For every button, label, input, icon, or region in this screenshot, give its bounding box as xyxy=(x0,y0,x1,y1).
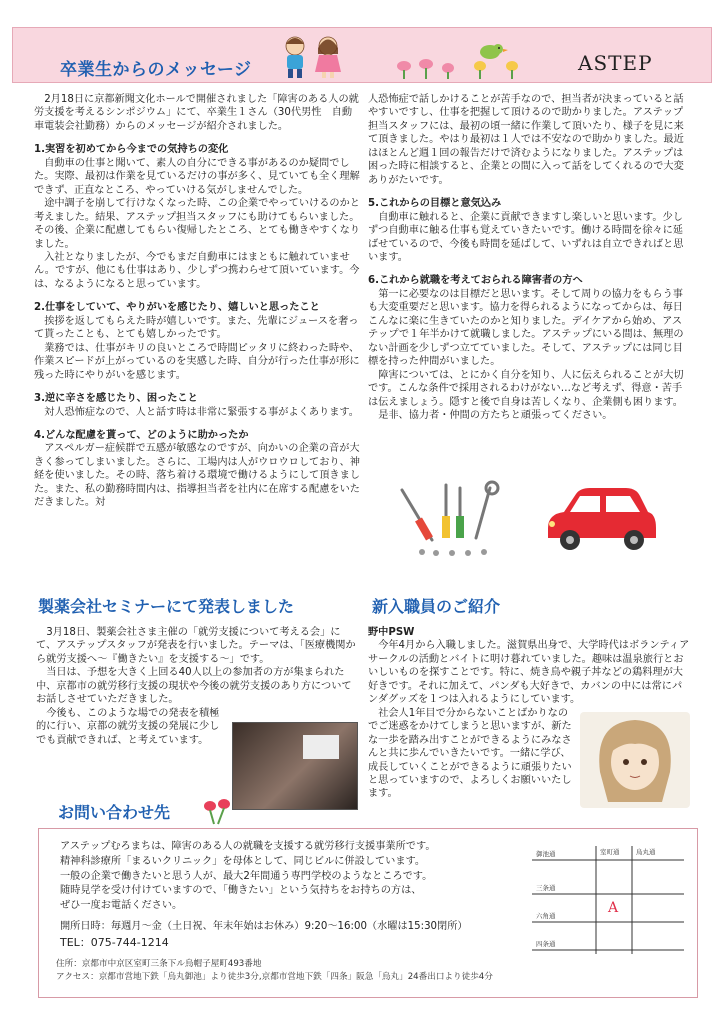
page-title: 卒業生からのメッセージ xyxy=(60,60,252,80)
staff-paragraph-1: 今年4月から入職しました。滋賀県出身で、大学時代はボランティアサークルの活動とバイトに明け暮れていました。趣味は温泉旅行とおいしいものを探すことです。特に、焼き鳥や親子丼などの鶏料理が大好きです。それに加えて、パンダも大好きで、カバンの中には常にパンダグッズを１つは入れるようにしています。 xyxy=(368,640,690,706)
answer-5: 自動車に触れると、企業に貢献できますし楽しいと思います。少しずつ自動車に触る仕事も覚えていきたいです。働ける時間を徐々に延ばせているので、今後も時間を延ばして、いずれは自立できればと思います。 xyxy=(368,211,684,263)
new-staff-title: 新入職員のご紹介 xyxy=(372,597,501,616)
projector-screen xyxy=(303,735,339,759)
tulips-bird-illustration xyxy=(392,42,532,80)
seminar-paragraph-2: 当日は、予想を大きく上回る40人以上の参加者の方が集まられた中、京都市の就労移行支援の現状や今後の就労支援のあり方についてお話しさせていただきました。 xyxy=(36,667,352,706)
telephone: TEL：075-744-1214 xyxy=(60,935,169,949)
intro-text: 2月18日に京都新聞文化ホールで開催されました「障害のある人の就労支援を考えるシンポジウム」にて、卒業生１さん（30代男性 自動車電装会社勤務）からのメッセージが紹介されました。 xyxy=(34,94,359,132)
access: アクセス：京都市営地下鉄「烏丸御池」より徒歩3分,京都市営地下鉄「四条」阪急「烏丸」24番出口より徒歩4分 xyxy=(56,972,493,983)
map-street-sanjo: 三条通 xyxy=(536,884,556,892)
graduate-message-right xyxy=(368,93,690,422)
seminar-paragraph-3: 今後も、このような場での発表を積極的に行い、京都の就労支援の発展に少しでも貢献できれば、と考えています。 xyxy=(36,707,220,746)
address: 住所：京都市中京区室町三条下ル烏帽子屋町493番地 xyxy=(56,959,262,969)
seminar-photo xyxy=(232,722,358,810)
tools-illustration xyxy=(392,480,512,560)
staff-portrait-illustration xyxy=(580,712,690,808)
answer-1-3: 入社となりましたが、今でもまだ自動車にはまともに触れていません。ですが、他にも仕事はあり、少しずつ携わらせて頂いています。今は、なるようになると思っています。 xyxy=(34,251,360,290)
contact-line-4: 随時見学を受け付けていますので、「働きたい」という気持ちをお持ちの方は、 xyxy=(60,885,422,897)
address-block xyxy=(56,958,696,985)
question-1: 1.実習を初めてから今までの気持ちの変化 xyxy=(34,144,229,156)
answer-6-3: 是非、協力者・仲間の方たちと頑張ってください。 xyxy=(378,409,613,421)
question-5: 5.これからの目標と意気込み xyxy=(368,198,502,210)
answer-6-2: 障害については、とにかく自分を知り、人に伝えられることが大切です。こんな条件で採用されるわけがない…など考えず、得意・苦手は伝えましょう。隠すと後で自身は苦しくなり、企業側も困ります。 xyxy=(368,369,684,408)
kids-illustration xyxy=(278,34,348,80)
contact-text xyxy=(60,840,530,951)
answer-1-2: 途中調子を崩して行けなくなった時、この企業でやっていけるのかと考えました。結果、アステップ担当スタッフにも助けてもらいました。その後、企業に配慮してもらい復帰したところ、とても働きやすくなりました。 xyxy=(34,198,360,250)
question-2: 2.仕事をしていて、やりがいを感じたり、嬉しいと思ったこと xyxy=(34,302,320,314)
map-street-rokkaku: 六角通 xyxy=(536,912,556,920)
answer-4-continued: 人恐怖症で話しかけることが苦手なので、担当者が決まっていると話やすいですし、仕事を把握して頂けるので助かりました。アステップ担当スタッフには、最初の頃一緒に作業して頂いたり、様子を見に来て頂きました。やはり最初は１人では不安なので助かりました。最近はほとんど週１回の報告だけで済むようになりました。アステップは困った時に相談すると、企業との間に入って話をしてくれるので大変ありがたいです。 xyxy=(368,94,684,186)
contact-line-2: 精神科診療所「まるいクリニック」を母体として、同じビルに併設しています。 xyxy=(60,855,426,867)
map-avenue-karasuma: 烏丸通 xyxy=(636,848,656,856)
answer-6-1: 第一に必要なのは目標だと思います。そして周りの協力をもらう事も大変重要だと思います。協力を得られるようになってからは、毎日こんなに楽に生きていたのかと知りました。デイケアから始め、アステップで１年半かけて就職しました。アステップにいる間は、無理のない計画を少しずつ立てていました。そして、アステップには同じ目標を持った仲間がいました。 xyxy=(368,288,684,368)
map-street-oike: 御池通 xyxy=(536,850,556,858)
map-location-marker: A xyxy=(608,900,619,916)
question-6: 6.これから就職を考えておられる障害者の方へ xyxy=(368,275,583,287)
contact-line-1: アステップむろまちは、障害のある人の就職を支援する就労移行支援事業所です。 xyxy=(60,841,436,852)
seminar-title: 製薬会社セミナーにて発表しました xyxy=(38,597,295,616)
contact-line-5: ぜひ一度お電話ください。 xyxy=(60,900,183,912)
staff-paragraph-2: 社会人1年目で分からないことばかりなのでご迷惑をかけてしまうと思いますが、新たな一歩を踏み出すことができるようにみなさんと共に歩んでいきたいです。一緒に学び、成長していくことができるように頑張りたいと思っていますので、よろしくお願いいたします。 xyxy=(368,707,572,800)
seminar-paragraph-1: 3月18日、製薬会社さま主催の「就労支援について考える会」にて、アステップスタッフが発表を行いました。テーマは、「医療機関から就労支援へ～『働きたい』を支援する～」です。 xyxy=(36,627,356,665)
contact-title: お問い合わせ先 xyxy=(58,803,171,822)
astep-logo: ASTEP xyxy=(578,51,653,75)
answer-2-1: 挨拶を返してもらえた時が嬉しいです。また、先輩にジュースを奢って貰ったことも、とても嬉しかったです。 xyxy=(34,315,359,341)
question-4: 4.どんな配慮を貰って、どのように助かったか xyxy=(34,429,249,441)
contact-line-3: 一般の企業で働きたいと思う人が、最大2年間通う専門学校のようなところです。 xyxy=(60,870,433,882)
access-map xyxy=(528,842,688,958)
red-car-illustration xyxy=(540,482,660,554)
question-3: 3.逆に辛さを感じたり、困ったこと xyxy=(34,393,198,405)
map-avenue-muromachi: 室町通 xyxy=(600,848,620,856)
answer-1-1: 自動車の仕事と聞いて、素人の自分にできる事があるのか疑問でした。実際、最初は作業を見ているだけの事が多く、見ていても全く理解できず、正直なところ、やっていける気がしませんでした。 xyxy=(34,157,360,196)
map-street-shijo: 四条通 xyxy=(536,940,556,948)
answer-2-2: 業務では、仕事がキリの良いところで時間ピッタリに終わった時や、作業スピードが上がっているのを実感した時、自分が行った仕事が形に残った時にやりがいを感じます。 xyxy=(34,342,360,381)
tulip-icon xyxy=(200,796,236,826)
staff-name: 野中PSW xyxy=(368,627,415,638)
graduate-message-left xyxy=(34,93,360,510)
answer-4: アスペルガー症候群で五感が敏感なのですが、向かいの企業の音が大きく参ってしまいました。さらに、工場内は人がウロウロしており、神経を使いました。その時、落ち着ける環境で働けるようにして頂きました。また、私の勤務時間内は、指導担当者を社内に在席する配慮をいただきました。対 xyxy=(34,443,360,509)
answer-3: 対人恐怖症なので、人と話す時は非常に緊張する事がよくあります。 xyxy=(44,406,359,418)
opening-hours: 開所日時：毎週月～金（土日祝、年末年始はお休み）9:20～16:00（水曜は15:30閉所） xyxy=(60,920,468,932)
